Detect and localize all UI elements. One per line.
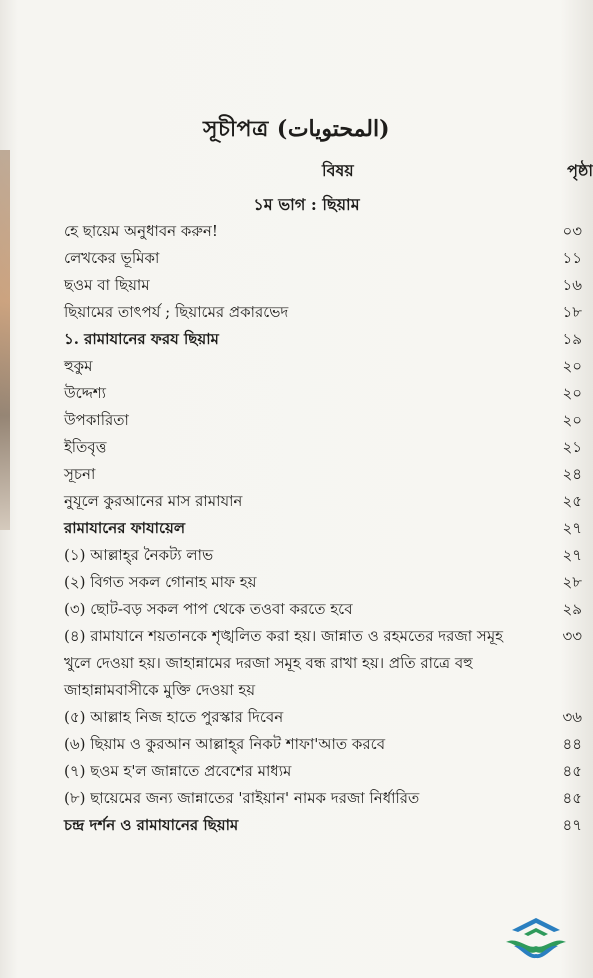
entry-title: সূচনা (64, 465, 96, 483)
toc-entry[interactable] (64, 596, 582, 623)
entry-page: ৪৪ (562, 735, 582, 753)
toc-entry[interactable] (64, 299, 582, 326)
toc-entry[interactable] (64, 488, 582, 515)
entry-title: (৩) ছোট-বড় সকল পাপ থেকে তওবা করতে হবে (64, 600, 353, 618)
entry-title: ১. রামাযানের ফরয ছিয়াম (64, 330, 219, 348)
toc-header-row (64, 158, 593, 184)
toc-title: সূচীপত্র (المحتويات) (202, 116, 391, 142)
entry-title: (২) বিগত সকল গোনাহ মাফ হয় (64, 573, 257, 591)
entry-page: ২০ (562, 384, 582, 402)
toc-entry[interactable] (64, 515, 582, 542)
entry-title: হে ছায়েম অনুধাবন করুন! (64, 222, 218, 240)
toc-entry[interactable] (64, 218, 582, 245)
entry-title: উদ্দেশ্য (64, 384, 107, 402)
toc-entry[interactable] (64, 542, 582, 569)
toc-entry[interactable] (64, 326, 582, 353)
entry-page: ৪৭ (562, 816, 582, 834)
entry-title: (৫) আল্লাহ নিজ হাতে পুরস্কার দিবেন (64, 708, 284, 726)
entry-title: ইতিবৃত্ত (64, 438, 107, 456)
toc-entry[interactable] (64, 731, 582, 758)
entry-page: ২৭ (562, 519, 582, 537)
toc-entry[interactable] (64, 785, 582, 812)
toc-entry[interactable] (64, 812, 582, 839)
entry-page: ৪৫ (562, 789, 582, 807)
toc-entry[interactable] (64, 407, 582, 434)
entry-title: ছওম বা ছিয়াম (64, 276, 150, 294)
entry-page: ২৭ (562, 546, 582, 564)
entry-page: ২০ (562, 411, 582, 429)
toc-entry[interactable] (64, 461, 582, 488)
toc-entry[interactable] (64, 704, 582, 731)
entry-page: ২৯ (562, 600, 582, 618)
entry-page: ২০ (562, 357, 582, 375)
entry-title: (১) আল্লাহ্‌র নৈকট্য লাভ (64, 546, 214, 564)
entry-title: (৪) রামাযানে শয়তানকে শৃঙ্খলিত করা হয়। জান্নাত ও রহমতের দরজা সমূহ খুলে দেওয়া হয়। জাহান্নামের দরজা সমূহ বন্ধ রাখা হয়। প্রতি রাত্রে বহু জাহান্নামবাসীকে মুক্তি দেওয়া হয় (64, 627, 504, 699)
toc-entry[interactable] (64, 380, 582, 407)
entry-title: (৮) ছায়েমের জন্য জান্নাতের 'রাইয়ান' নামক দরজা নির্ধারিত (64, 789, 420, 807)
entry-page: ০৩ (562, 222, 582, 240)
publisher-logo-icon (504, 916, 568, 960)
entry-title: ছিয়ামের তাৎপর্য ; ছিয়ামের প্রকারভেদ (64, 303, 289, 321)
entry-title: চন্দ্র দর্শন ও রামাযানের ছিয়াম (64, 816, 239, 834)
toc-entry[interactable] (64, 353, 582, 380)
entry-title: (৭) ছওম হ'ল জান্নাতে প্রবেশের মাধ্যম (64, 762, 292, 780)
toc-entry[interactable] (64, 569, 582, 596)
toc-entries (64, 218, 582, 839)
toc-entry[interactable] (64, 434, 582, 461)
entry-title: লেখকের ভূমিকা (64, 249, 160, 267)
header-subject: বিষয় (322, 161, 354, 180)
toc-entry[interactable] (64, 245, 582, 272)
entry-page: ২১ (562, 438, 582, 456)
toc-entry[interactable] (64, 272, 582, 299)
entry-page: ১৬ (562, 276, 582, 294)
entry-title: নুযূলে কুরআনের মাস রামাযান (64, 492, 243, 510)
header-page: পৃষ্ঠা (567, 161, 593, 180)
entry-page: ২৮ (562, 573, 582, 591)
toc-entry[interactable] (64, 758, 582, 785)
entry-page: ১৮ (562, 303, 582, 321)
entry-title: (৬) ছিয়াম ও কুরআন আল্লাহ্‌র নিকট শাফা'আত করবে (64, 735, 386, 753)
entry-title: উপকারিতা (64, 411, 129, 429)
part-title: ১ম ভাগ : ছিয়াম (253, 195, 360, 214)
entry-page: ২৪ (562, 465, 582, 483)
entry-title: রামাযানের ফাযায়েল (64, 519, 186, 537)
entry-page: ১৯ (562, 330, 582, 348)
entry-page: ২৫ (562, 492, 582, 510)
entry-title: হুকুম (64, 357, 93, 375)
entry-page: ৩৩ (562, 627, 582, 645)
toc-entry[interactable] (64, 623, 582, 704)
entry-page: ১১ (562, 249, 582, 267)
entry-page: ৪৫ (562, 762, 582, 780)
entry-page: ৩৬ (562, 708, 582, 726)
